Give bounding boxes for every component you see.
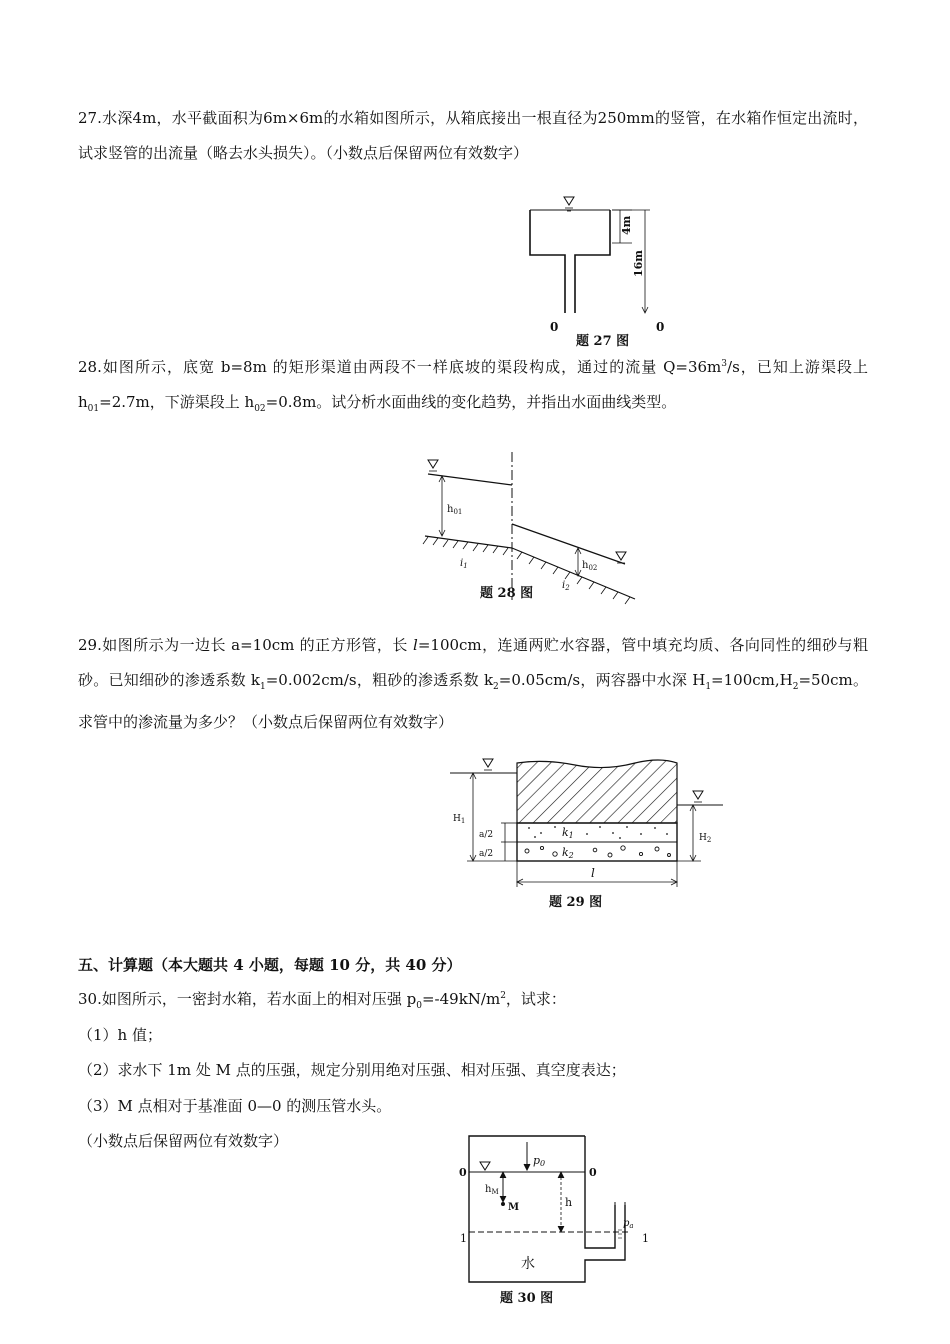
fig28-i1: $i_1$ [460,558,468,570]
fig29-a-half-top: a/2 [479,830,494,840]
fig29-H1: $H_1$ [453,814,466,825]
fig29-caption: 题 29 图 [549,895,603,910]
fig27-datum-left: 0 [550,320,559,334]
fig30-water: 水 [521,1256,535,1272]
section-5-title: 五、计算题（本大题共 4 小题，每题 10 分，共 40 分） [78,956,462,974]
fig29-H2: $H_2$ [699,833,712,844]
figure-27 [520,195,680,350]
q30-item-1: （1）h 值； [78,1026,162,1044]
q30-item-3: （3）M 点相对于基准面 0—0 的测压管水头。 [78,1097,392,1115]
figure-29 [445,755,735,915]
figure-30 [455,1130,670,1310]
fig28-h02: $h_{02}$ [582,560,598,572]
fig30-0-left: 0 [459,1166,467,1179]
fig28-h01: $h_{01}$ [447,504,463,516]
fig30-p0: p0 [533,1154,546,1168]
fig30-caption: 题 30 图 [500,1291,554,1306]
fig29-k2: k2 [562,846,574,860]
fig27-16m-label: 16m [632,250,645,277]
fig30-h: h [565,1196,573,1209]
fig29-a-half-bottom: a/2 [479,849,494,859]
fig29-l: l [591,866,595,880]
fig28-i2: $i_2$ [562,580,570,592]
fig27-caption: 题 27 图 [576,334,630,349]
q30-note: （小数点后保留两位有效数字） [78,1132,289,1150]
fig27-4m-label: 4m [620,215,633,235]
figure-28 [420,452,640,607]
q29-text: 29.如图所示为一边长 a=10cm 的正方形管，长 l=100cm，连通两贮水容器，管中填充均质、各向同性的细砂与粗砂。已知细砂的渗透系数 $k_1=0.002cm/s$，粗砂的渗透系数 $k_2=0.05cm/s$，两容器中水深 $H_1=100cm,H_2=50cm$。求管中的渗流量为多少？（小数点后保留两位有效数字） [78,636,869,731]
fig29-k1: k1 [562,826,574,840]
fig30-1-right: 1 [642,1232,649,1245]
fig30-M: M [508,1202,520,1213]
fig30-1-left: 1 [460,1232,467,1245]
q27-text: 27.水深4m，水平截面积为6m×6m的水箱如图所示，从箱底接出一根直径为250mm的竖管，在水箱作恒定出流时，试求竖管的出流量（略去水头损失）。（小数点后保留两位有效数字） [78,109,868,162]
q30-intro: 30.如图所示，一密封水箱，若水面上的相对压强 $p_0=-49kN/m^2$，试求： [78,990,566,1011]
fig30-hM: $h_M$ [485,1184,499,1196]
q30-item-2: （2）求水下 1m 处 M 点的压强，规定分别用绝对压强、相对压强、真空度表达； [78,1061,626,1079]
q28-text: 28.如图所示，底宽 b=8m 的矩形渠道由两段不一样底坡的渠段构成，通过的流量 $Q=36m^3/s$，已知上游渠段上 $h_{01}=2.7m$，下游渠段上 $h_{02}=0.8m$。试分析水面曲线的变化趋势，并指出水面曲线类型。 [78,358,868,414]
fig27-datum-right: 0 [656,320,665,334]
fig30-0-right: 0 [589,1166,597,1179]
fig30-pa: $p_a$ [623,1218,634,1230]
fig28-caption: 题 28 图 [480,586,534,601]
